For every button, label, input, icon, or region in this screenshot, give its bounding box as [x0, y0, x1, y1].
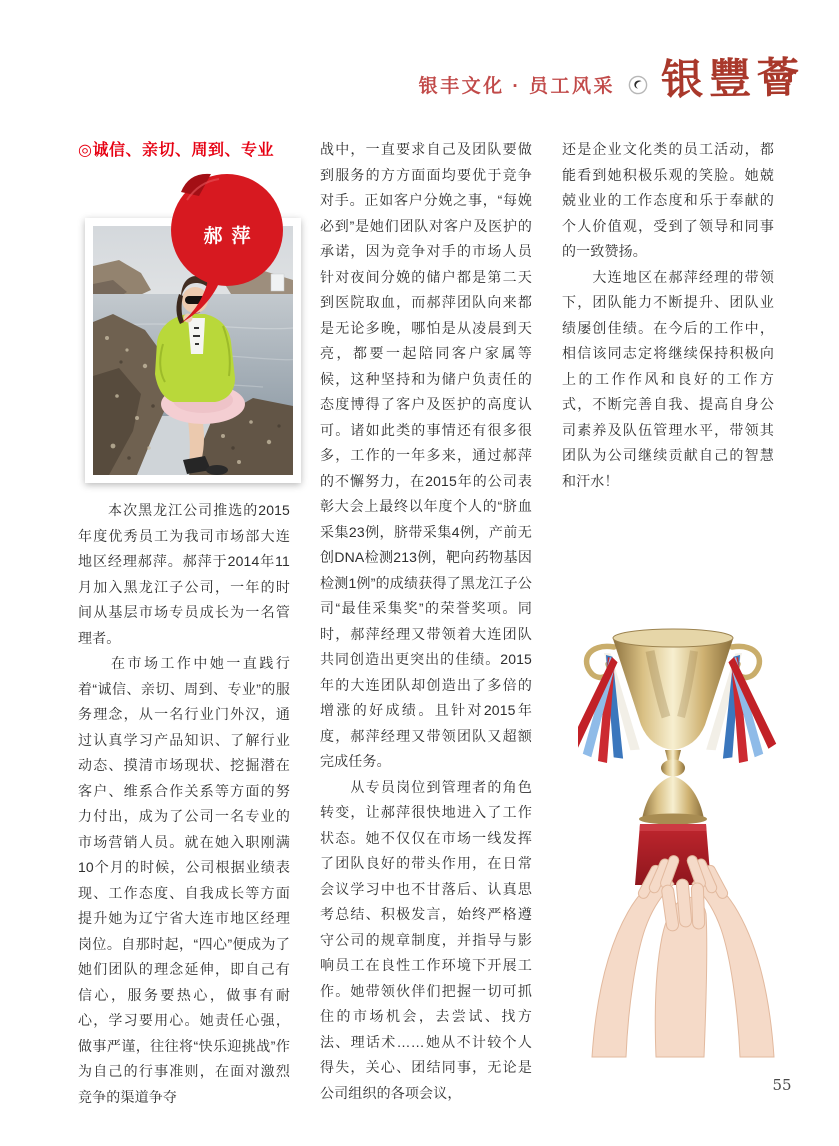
article-paragraph: 本次黑龙江公司推选的2015年度优秀员工为我司市场部大连地区经理郝萍。郝萍于2014年11月加入黑龙江子公司，一年的时间从基层市场专员成长为一名管理者。 — [78, 502, 290, 646]
swirl-icon — [628, 75, 648, 95]
article-paragraph: 还是企业文化类的员工活动，都能看到她积极乐观的笑脸。她兢兢业业的工作态度和乐于奉献的个人价值观，受到了领导和同事的一致赞扬。 — [562, 141, 774, 259]
hands — [592, 854, 774, 1057]
name-bubble-label: 郝萍 — [203, 226, 260, 247]
article-column-3 — [562, 137, 774, 494]
page-number: 55 — [772, 1076, 792, 1094]
article-subtitle: ◎诚信、亲切、周到、专业 — [78, 142, 274, 159]
trophy-illustration — [578, 616, 798, 1058]
magazine-logo: 银豐薈 — [660, 52, 806, 105]
article-paragraph: 大连地区在郝萍经理的带领下，团队能力不断提升、团队业绩屡创佳绩。在今后的工作中，相信该同志定将继续保持积极向上的工作作风和良好的工作方式，不断完善自我、提高自身公司素养及队伍管理水平，带领其团队为公司继续贡献自己的智慧和汗水！ — [562, 268, 774, 489]
section-label: 银丰文化 · 员工风采 — [418, 75, 615, 97]
article-paragraph: 战中，一直要求自己及团队要做到服务的方方面面均要优于竞争对手。正如客户分娩之事，“每娩必到”是她们团队对客户及医护的承诺，因为竞争对手的市场人员针对夜间分娩的储户都是第二天到医院取血，而郝萍团队向来都是无论多晚，哪怕是从凌晨到天亮，都要一起陪同客户家属等候，这种坚持和为储户负责任的态度博得了客户及医护的高度认可。诸如此类的事情还有很多很多，工作的一年多来，通过郝萍的不懈努力，在2015年的公司表彰大会上最终以年度个人的“脐血采集23例，脐带采集4例，产前无创DNA检测213例，靶向药物基因检测1例”的成绩获得了黑龙江子公司“最佳采集奖”的荣誉奖项。同时，郝萍经理又带领着大连团队共同创造出更突出的佳绩。2015年的大连团队却创造出了多倍的增涨的好成绩。且针对2015年度，郝萍经理又带领团队又超额完成任务。 — [320, 141, 532, 769]
article-paragraph: 在市场工作中她一直践行着“诚信、亲切、周到、专业”的服务理念，从一名行业门外汉，通过认真学习产品知识、了解行业动态、摸清市场现状、挖掘潜在客户、维系合作关系等方面的努力付出，成为了公司一名专业的市场营销人员。就在她入职刚满10个月的时候，公司根据业绩表现、工作态度、自我成长等方面提升她为辽宁省大连市地区经理岗位。自那时起，“四心”便成为了她们团队的理念延伸，即自己有信心，服务要热心，做事有耐心，学习要用心。她责任心强，做事严谨，往往将“快乐迎挑战”作为自己的行事准则，在面对激烈竞争的渠道争夺 — [78, 655, 290, 1105]
trophy-image — [578, 616, 798, 1058]
magazine-header — [419, 46, 805, 112]
article-paragraph: 从专员岗位到管理者的角色转变，让郝萍很快地进入了工作状态。她不仅仅在市场一线发挥了团队良好的带头作用，在日常会议学习中也不甘落后、认真思考总结、积极发言，始终严格遵守公司的规章制度，并指导与影响员工在良性工作环境下开展工作。她带领伙伴们把握一切可抓住的市场机会，去尝试、找方法、理话术……她从不计较个人得失，关心、团结同事，无论是公司组织的各项会议， — [320, 778, 532, 1101]
name-bubble — [165, 170, 291, 328]
article-column-2 — [320, 137, 532, 1106]
